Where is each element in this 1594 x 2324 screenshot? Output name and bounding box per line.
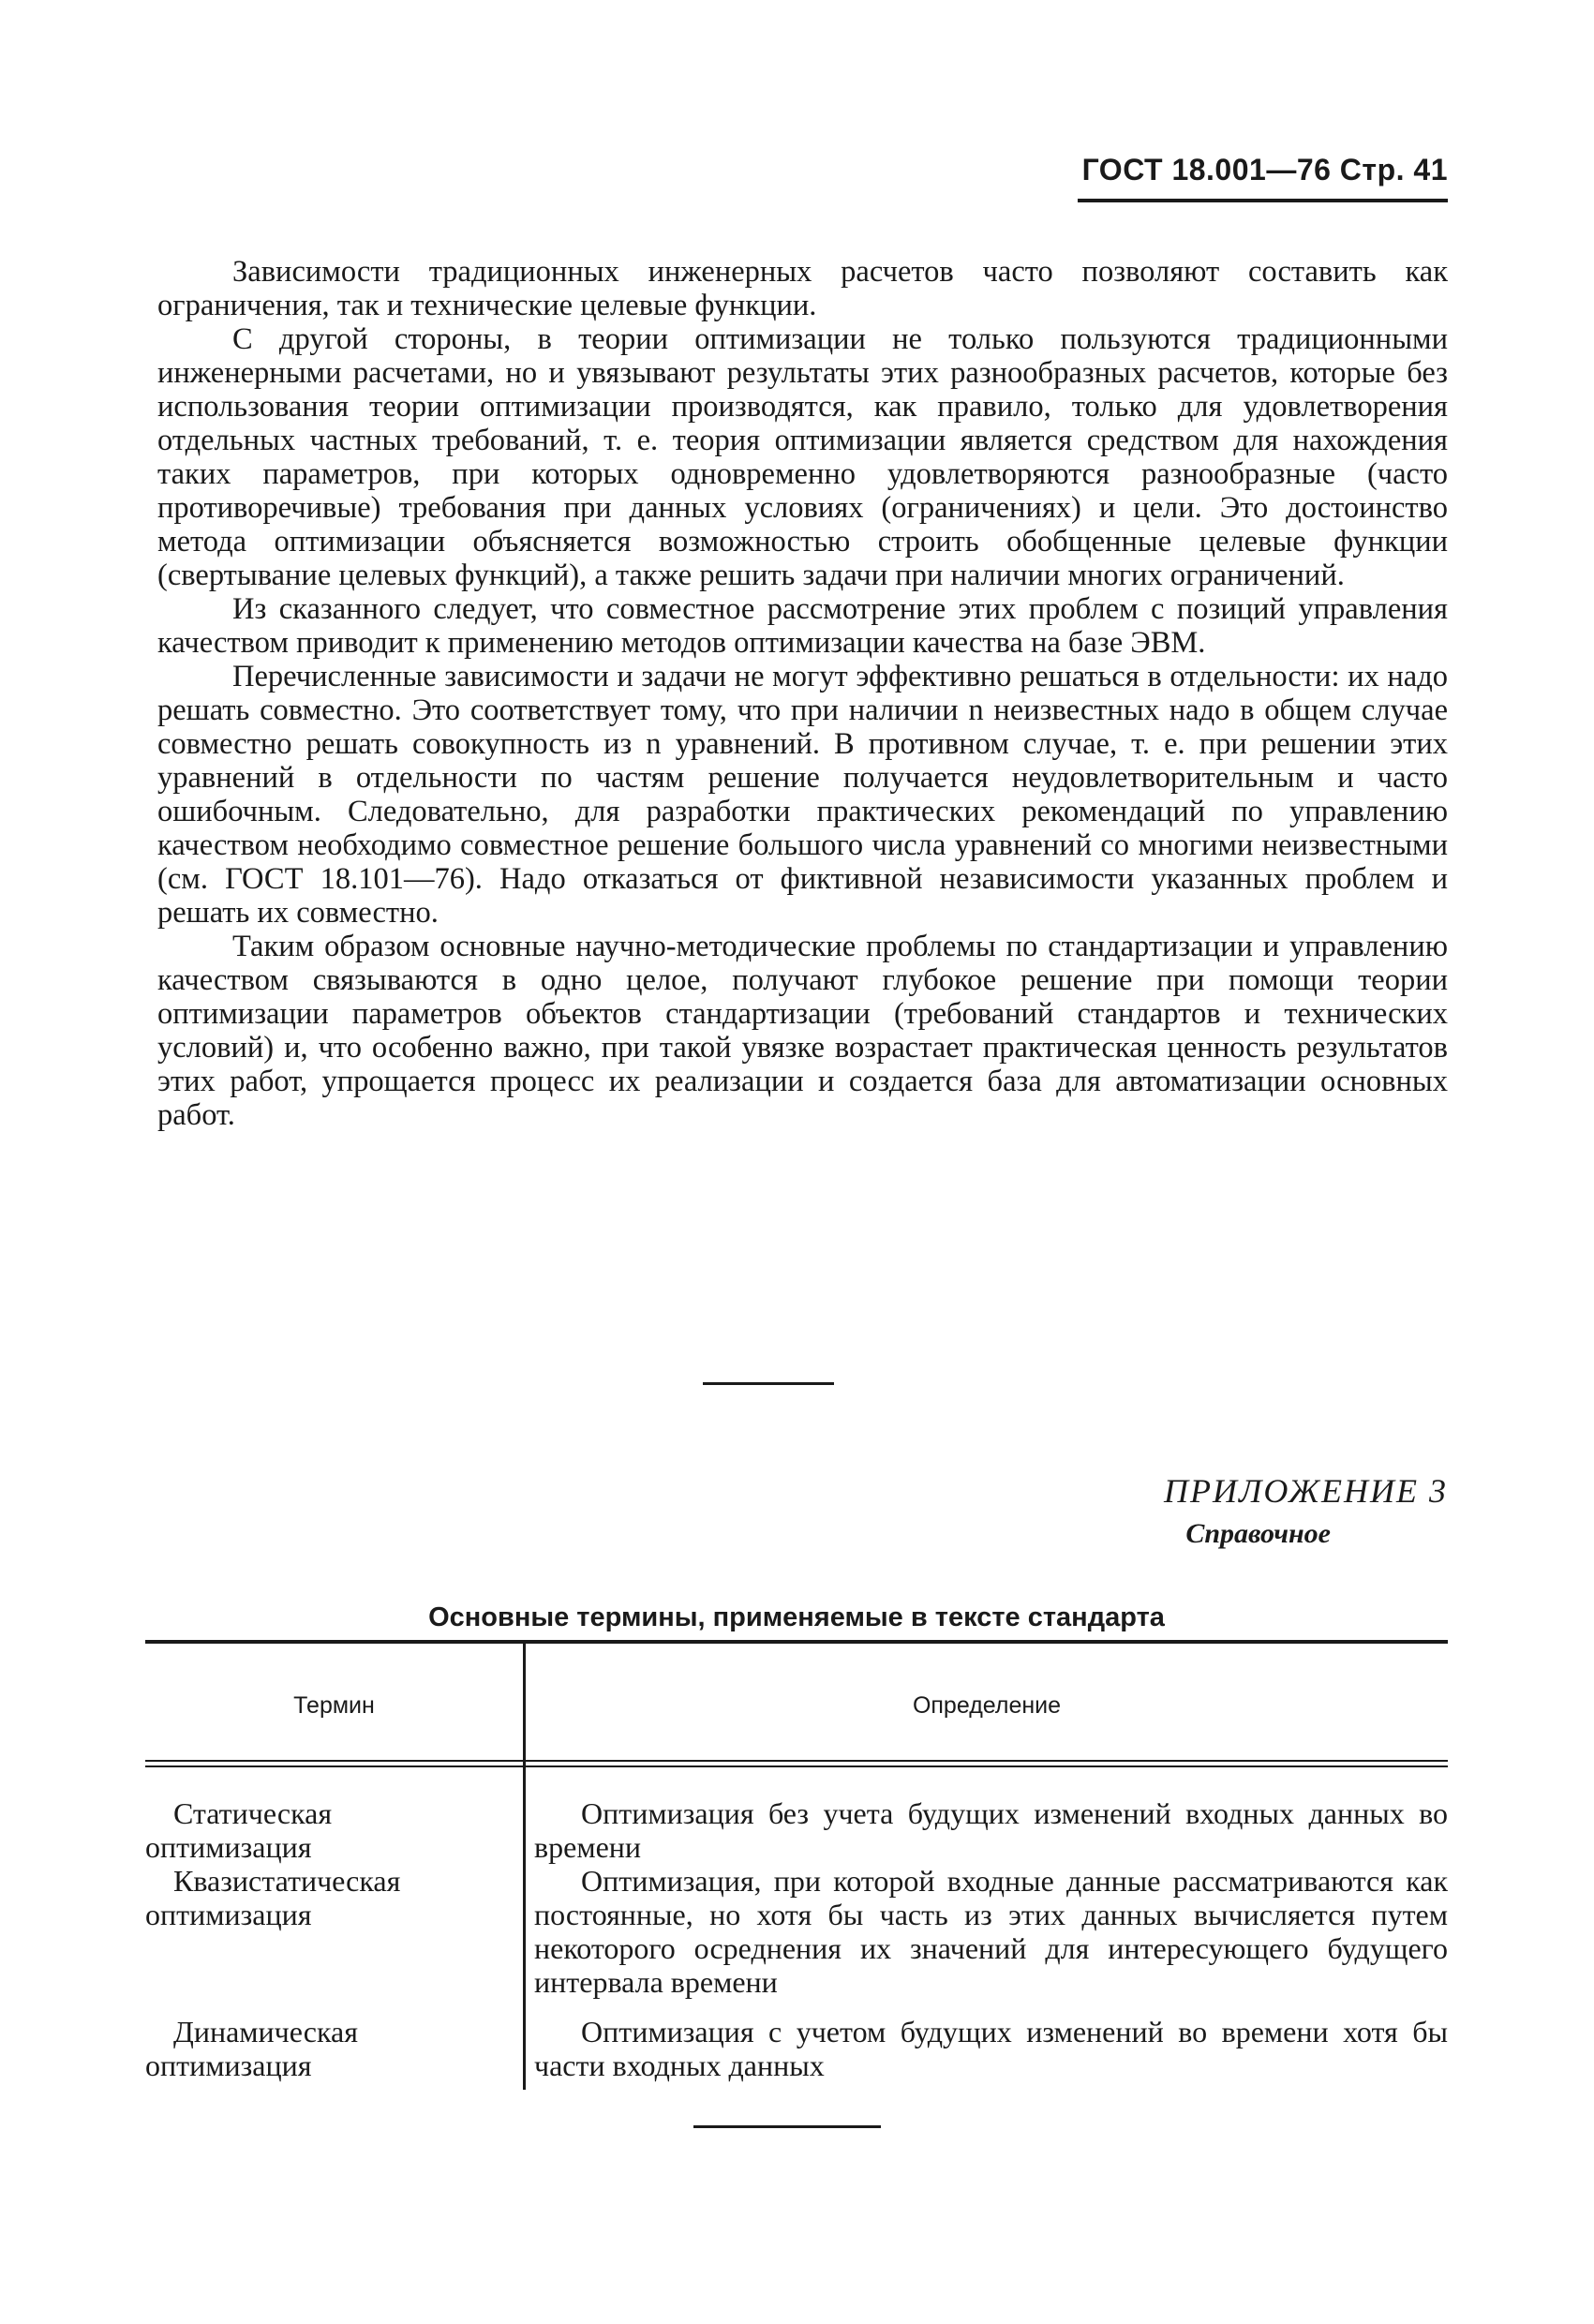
page-header: ГОСТ 18.001—76 Стр. 41	[1081, 153, 1448, 186]
paragraph: Из сказанного следует, что совместное рассмотрение этих проблем с позиций управления качеством приводит к применению методов оптимизации качества на базе ЭВМ.	[157, 592, 1448, 660]
definition-cell: Оптимизация с учетом будущих изменений во времени хотя бы части входных данных	[534, 2015, 1448, 2082]
table-top-rule	[145, 1640, 1448, 1644]
term-text: Динамическая	[173, 2015, 358, 2048]
terms-table	[145, 1640, 1448, 2108]
paragraph: Зависимости традиционных инженерных расчетов часто позволяют составить как ограничения, так и технические целевые функции.	[157, 255, 1448, 322]
column-header-definition: Определение	[912, 1692, 1062, 1719]
column-header-term: Термин	[293, 1692, 375, 1719]
term-text: оптимизация	[145, 2048, 312, 2082]
term-text: оптимизация	[145, 1898, 312, 1931]
appendix-title: ПРИЛОЖЕНИЕ 3	[1164, 1472, 1448, 1510]
body-text	[157, 255, 1448, 1132]
header-rule	[1078, 199, 1448, 202]
table-caption: Основные термины, применяемые в тексте стандарта	[428, 1602, 1165, 1632]
paragraph: Перечисленные зависимости и задачи не могут эффективно решаться в отдельности: их надо решать совместно. Это соответствует тому, что при наличии n неизвестных надо в общем случае совместно решать совокупность из n уравнений. В противном случае, т. е. при решении этих уравнений в отдельности по частям решение получается неудовлетворительным и часто ошибочным. Следовательно, для разработки практических рекомендаций по управлению качеством необходимо совместное решение большого числа уравнений со многими неизвестными (см. ГОСТ 18.101—76). Надо отказаться от фиктивной независимости указанных проблем и решать их совместно.	[157, 660, 1448, 930]
term-text: Квазистатическая	[173, 1864, 401, 1898]
paragraph: Таким образом основные научно-методические проблемы по стандартизации и управлению качеством связываются в одно целое, получают глубокое решение при помощи теории оптимизации параметров объектов стандартизации (требований стандартов и технических условий) и, что особенно важно, при такой увязке возрастает практическая ценность результатов этих работ, упрощается процесс их реализации и создается база для автоматизации основных работ.	[157, 930, 1448, 1132]
column-divider	[523, 1766, 526, 2090]
end-separator	[693, 2125, 881, 2128]
appendix-subtitle: Справочное	[1185, 1518, 1331, 1549]
header-bottom-rule	[145, 1765, 1448, 1767]
definition-cell: Оптимизация без учета будущих изменений входных данных во времени	[534, 1796, 1448, 1864]
header-bottom-rule	[145, 1760, 1448, 1762]
term-cell	[145, 1796, 520, 1864]
term-cell	[145, 1864, 520, 1931]
paragraph: С другой стороны, в теории оптимизации не только пользуются традиционными инженерными расчетами, но и увязывают результаты этих разнообразных расчетов, которые без использования теории оптимизации производятся, как правило, только для удовлетворения отдельных частных требований, т. е. теория оптимизации является средством для нахождения таких параметров, при которых одновременно удовлетворяются разнообразные (часто противоречивые) требования при данных условиях (ограничениях) и цели. Это достоинство метода оптимизации объясняется возможностью строить обобщенные целевые функции (свертывание целевых функций), а также решить задачи при наличии многих ограничений.	[157, 322, 1448, 592]
term-text: оптимизация	[145, 1830, 312, 1864]
section-separator	[703, 1382, 834, 1385]
term-text: Статическая	[173, 1796, 333, 1830]
definition-cell: Оптимизация, при которой входные данные рассматриваются как постоянные, но хотя бы часть из этих данных вычисляется путем некоторого осреднения их значений для интересующего будущего интервала времени	[534, 1864, 1448, 1999]
term-cell	[145, 2015, 520, 2082]
